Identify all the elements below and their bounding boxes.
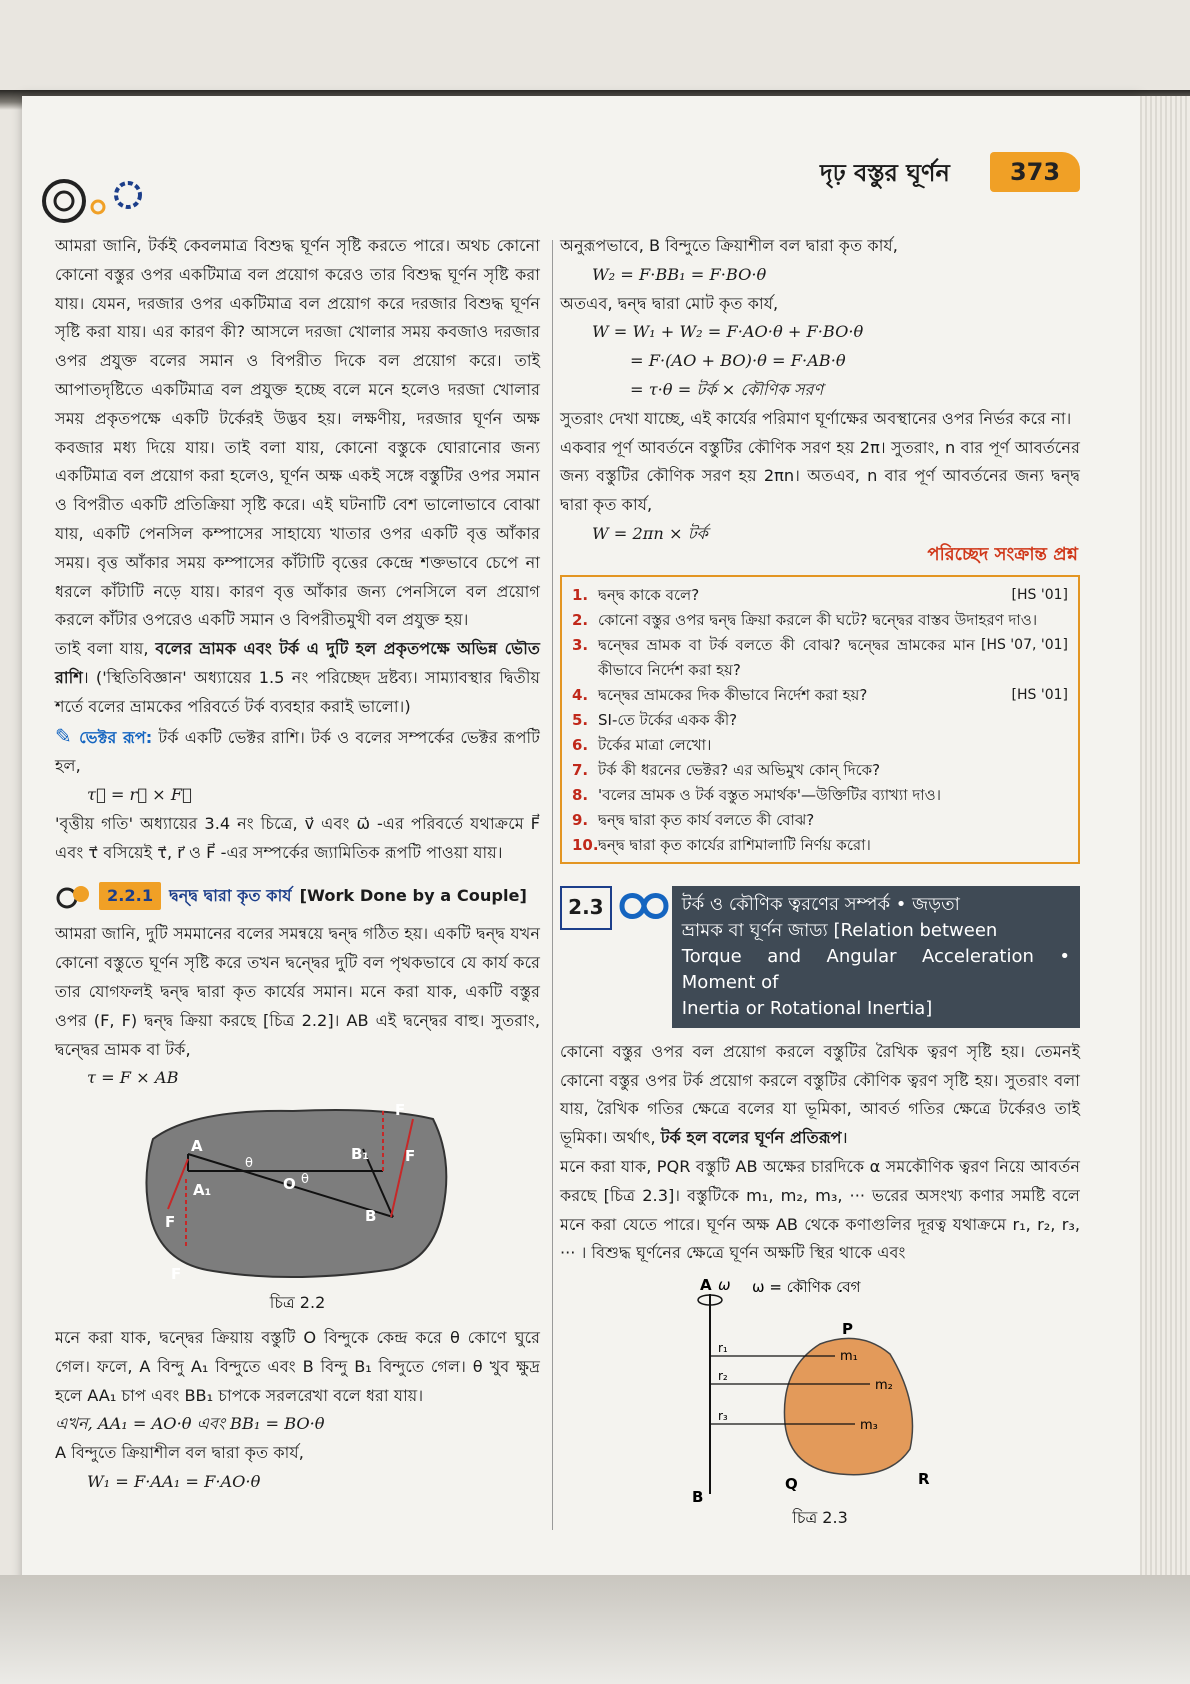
- fig-label-r: R: [918, 1470, 930, 1489]
- paragraph: আমরা জানি, টর্কই কেবলমাত্র বিশুদ্ধ ঘূর্ণন সৃষ্টি করতে পারে। অথচ কোনো কোনো বস্তুর ওপর একটিমাত্র বল প্রয়োগ করেও তার বিশুদ্ধ ঘূর্ণন সৃষ্টি করা যায়। যেমন, দরজার ওপর একটিমাত্র বল প্রয়োগ করে দরজার বিশুদ্ধ ঘূর্ণন সৃষ্টি করা যায়। এর কারণ কী? আসলে দরজা খোলার সময় কবজাও দরজার ওপর প্রযুক্ত বলের সমান ও বিপরীত দিকে বল প্রয়োগ করে। তাই আপাতদৃষ্টিতে একটিমাত্র বল প্রযুক্ত হচ্ছে বলে মনে হলেও দরজা খোলার সময় প্রকৃতপক্ষে একটি টর্কেরই উদ্ভব হয়। লক্ষণীয়, দরজার ঘূর্ণন অক্ষ কবজার মধ্য দিয়ে যায়। তাই বলা যায়, কোনো বস্তুকে ঘোরানোর জন্য একটিমাত্র বল প্রয়োগ করা হলেও, ঘূর্ণন অক্ষ একই সঙ্গে বস্তুটির ওপর সমান ও বিপরীত একটি প্রতিক্রিয়া সৃষ্টি করে। এই ঘটনাটি বেশ ভালোভাবে বোঝা যায়, একটি পেনসিল কম্পাসের সাহায্যে খাতার ওপর একটি বৃত্ত আঁকার সময়। বৃত্ত আঁকার সময় কম্পাসের কাঁটাটি বৃত্তের কেন্দ্রে শক্তভাবে চেপে না ধরলে কাঁটাটি নড়ে যায়। কারণ বৃত্ত আঁকার জন্য পেনসিলে বল প্রয়োগ করলে কাঁটার ওপরেও একটি সমান ও বিপরীতমুখী বল প্রযুক্ত হয়।: [55, 236, 540, 630]
- question-number: 4.: [572, 685, 589, 704]
- paragraph: মনে করা যাক, PQR বস্তুটি AB অক্ষের চারদিকে α সমকৌণিক ত্বরণ নিয়ে আবর্তন করছে [চিত্র 2.3]। বস্তুটিকে m₁, m₂, m₃, ··· ভরের অসংখ্য কণার সমষ্টি বলে মনে করা যেতে পারে। ঘূর্ণন অক্ষ AB থেকে কণাগুলির দূরত্ব যথাক্রমে r₁, r₂, r₃, ··· । বিশুদ্ধ ঘূর্ণনের ক্ষেত্রে ঘূর্ণন অক্ষটি স্থির থাকে এবং: [560, 1156, 1080, 1263]
- question-item: [572, 758, 1068, 783]
- column-divider: [552, 240, 553, 1530]
- brain-gear-icon: [40, 175, 150, 225]
- formula: τ = F × AB: [87, 1068, 179, 1088]
- paragraph: আমরা জানি, দুটি সমমানের বলের সমন্বয়ে দ্বন্দ্ব গঠিত হয়। একটি দ্বন্দ্ব যখন কোনো বস্তুতে ঘূর্ণন সৃষ্টি করে তখন দ্বন্দ্বের দুটি বল পৃথকভাবে যে কার্য করে তার যোগফলই দ্বন্দ্ব দ্বারা কৃত কার্যের সমান। মনে করা যাক, একটি বস্তুর ওপর (F, F) দ্বন্দ্ব ক্রিয়া করছে [চিত্র 2.2]। AB এই দ্বন্দ্বের বাহু। সুতরাং, দ্বন্দ্বের ভ্রামক বা টর্ক,: [55, 924, 540, 1059]
- fig-label-p: P: [842, 1320, 853, 1339]
- fig-label-b: B: [364, 1207, 376, 1226]
- question-number: 2.: [572, 610, 589, 629]
- question-text: 'বলের ভ্রামক ও টর্ক বস্তুত সমার্থক'—উক্তিটির ব্যাখ্যা দাও।: [598, 785, 942, 804]
- paragraph: মনে করা যাক, দ্বন্দ্বের ক্রিয়ায় বস্তুটি O বিন্দুকে কেন্দ্র করে θ কোণে ঘুরে গেল। ফলে, A বিন্দু A₁ বিন্দুতে এবং B বিন্দু B₁ বিন্দুতে গেল। θ খুব ক্ষুদ্র হলে AA₁ চাপ এবং BB₁ চাপকে সরলরেখা বলে ধরা যায়।: [55, 1327, 540, 1405]
- fig-label-m1: m₁: [840, 1349, 858, 1365]
- left-column: [55, 232, 540, 1497]
- chapter-title: দৃঢ় বস্তুর ঘূর্ণন: [820, 159, 950, 187]
- page-edge: [1140, 96, 1190, 1596]
- question-number: 3.: [572, 635, 589, 654]
- question-item: [572, 608, 1068, 633]
- question-item: [572, 683, 1068, 708]
- question-text: দ্বন্দ্ব কাকে বলে?: [598, 585, 700, 604]
- fig-label-f: F: [404, 1147, 415, 1166]
- paragraph: [55, 635, 540, 721]
- text: ।: [841, 1128, 848, 1148]
- fig-label-b: B: [692, 1488, 704, 1505]
- section-title: দ্বন্দ্ব দ্বারা কৃত কার্য: [169, 885, 292, 905]
- questions-heading: পরিচ্ছেদ সংক্রান্ত প্রশ্ন: [927, 543, 1078, 565]
- question-text: SI-তে টর্কের একক কী?: [598, 710, 738, 729]
- questions-list: [572, 583, 1068, 858]
- fig-label-theta: θ: [244, 1156, 253, 1172]
- pencil-icon: ✎: [55, 723, 80, 748]
- question-item: [572, 833, 1068, 858]
- paragraph: A বিন্দুতে ক্রিয়াশীল বল দ্বারা কৃত কার্য,: [55, 1443, 304, 1463]
- fig-label-m2: m₂: [875, 1378, 893, 1394]
- formula: W₂ = F·BB₁ = F·BO·θ: [592, 264, 767, 284]
- fig-label-a1: A₁: [192, 1181, 211, 1200]
- question-tag: [HS '01]: [1011, 586, 1068, 603]
- section-heading: [560, 886, 1080, 1028]
- fig-label-m3: m₃: [860, 1418, 878, 1434]
- fig-label-b1: B₁: [350, 1145, 369, 1164]
- text: টর্ক একটি ভেক্টর রাশি। টর্ক ও বলের সম্পর্কের ভেক্টর রূপটি হল,: [55, 727, 541, 776]
- question-text: দ্বন্দ্ব দ্বারা কৃত কার্য বলতে কী বোঝ?: [598, 810, 815, 829]
- paragraph: [55, 722, 540, 782]
- fig-label-r2: r₂: [718, 1369, 728, 1384]
- figure-caption: চিত্র 2.3: [792, 1508, 848, 1528]
- fig-label-omega: ω: [718, 1276, 731, 1295]
- fig-label-a: A: [190, 1137, 203, 1156]
- question-tag: [HS '01]: [1011, 686, 1068, 703]
- paragraph: 'বৃত্তীয় গতি' অধ্যায়ের 3.4 নং চিত্রে, v⃗ এবং ω⃗ -এর পরিবর্তে যথাক্রমে F⃗ এবং τ⃗ বসিয়েই τ⃗, r⃗ ও F⃗ -এর সম্পর্কের জ্যামিতিক রূপটি পাওয়া যায়।: [55, 813, 540, 862]
- question-tag: [HS '07, '01]: [980, 636, 1068, 653]
- fig-label-q: Q: [785, 1475, 798, 1494]
- vector-form-heading: ভেক্টর রূপ:: [79, 727, 153, 747]
- paragraph: অতএব, দ্বন্দ্ব দ্বারা মোট কৃত কার্য,: [560, 293, 779, 313]
- question-item: [572, 633, 1068, 683]
- fig-label-theta: θ: [300, 1172, 309, 1188]
- question-item: [572, 808, 1068, 833]
- formula: τ⃗ = r⃗ × F⃗: [87, 785, 192, 805]
- question-item: [572, 708, 1068, 733]
- figure-2-2: [133, 1099, 463, 1289]
- bold-text: বলের ভ্রামক এবং টর্ক এ দুটি হল প্রকৃতপক্ষে অভিন্ন ভৌত রাশি: [55, 639, 540, 687]
- question-text: দ্বন্দ্বের ভ্রামক বা টর্ক বলতে কী বোঝ? দ্বন্দ্বের ভ্রামকের মান কীভাবে নির্দেশ করা হয়?: [598, 635, 975, 679]
- fig-label-f: F: [164, 1213, 175, 1232]
- formula: W = W₁ + W₂ = F·AO·θ + F·BO·θ: [592, 322, 864, 342]
- question-number: 7.: [572, 760, 589, 779]
- section-title-en: [Work Done by a Couple]: [299, 885, 527, 905]
- section-title-line: ভ্রামক বা ঘূর্ণন জাড্য [Relation between: [681, 919, 998, 941]
- formula: = F·(AO + BO)·θ = F·AB·θ: [630, 351, 846, 371]
- question-item: [572, 733, 1068, 758]
- paragraph: [560, 1038, 1080, 1153]
- paragraph: একবার পূর্ণ আবর্তনে বস্তুটির কৌণিক সরণ হয় 2π। সুতরাং, n বার পূর্ণ আবর্তনের জন্য বস্তুটির কৌণিক সরণ হয় 2πn। অতএব, n বার পূর্ণ আবর্তনের জন্য দ্বন্দ্ব দ্বারা কৃত কার্য,: [560, 437, 1080, 515]
- questions-box: [560, 543, 1080, 864]
- figure-2-3: [670, 1274, 970, 1504]
- right-column: [560, 232, 1080, 1533]
- section-number: 2.3: [560, 886, 612, 930]
- question-item: [572, 783, 1068, 808]
- question-text: টর্ক কী ধরনের ভেক্টর? এর অভিমুখ কোন্ দিকে?: [598, 760, 881, 779]
- text: কোনো বস্তুর ওপর বল প্রয়োগ করলে বস্তুটির রৈখিক ত্বরণ সৃষ্টি হয়। তেমনই কোনো বস্তুর ওপর টর্ক প্রয়োগ করলে বস্তুটির কৌণিক ত্বরণ সৃষ্টি হয়। সুতরাং বলা যায়, রৈখিক গতির ক্ষেত্রে বলের যা ভূমিকা, আবর্ত গতির ক্ষেত্রে টর্কেরও তাই ভূমিকা। অর্থাৎ,: [560, 1041, 1080, 1148]
- page-number: 373: [990, 152, 1080, 192]
- scan-bottom-edge: [0, 1575, 1190, 1684]
- fig-label-a: A: [700, 1276, 712, 1295]
- fig-label-r1: r₁: [718, 1341, 728, 1356]
- section-title-line: Torque and Angular Acceleration • Moment of: [681, 945, 1070, 993]
- question-number: 10.: [572, 835, 599, 854]
- question-text: দ্বন্দ্বের ভ্রামকের দিক কীভাবে নির্দেশ করা হয়?: [598, 685, 868, 704]
- fig-label-f: F: [170, 1265, 181, 1284]
- section-title-box: [672, 886, 1080, 1028]
- paragraph: অনুরূপভাবে, B বিন্দুতে ক্রিয়াশীল বল দ্বারা কৃত কার্য,: [560, 236, 898, 255]
- figure-caption: চিত্র 2.2: [269, 1293, 326, 1313]
- question-text: কোনো বস্তুর ওপর দ্বন্দ্ব ক্রিয়া করলে কী ঘটে? দ্বন্দ্বের বাস্তব উদাহরণ দাও।: [598, 610, 1038, 629]
- section-title-line: Inertia or Rotational Inertia]: [681, 997, 933, 1019]
- question-text: টর্কের মাত্রা লেখো।: [598, 735, 712, 754]
- question-item: [572, 583, 1068, 608]
- question-number: 5.: [572, 710, 589, 729]
- text: । ('স্থিতিবিজ্ঞান' অধ্যায়ের 1.5 নং পরিচ্ছেদ দ্রষ্টব্য। সাম্যাবস্থার দ্বিতীয় শর্তে বলের ভ্রামকের পরিবর্তে টর্ক ব্যবহার করাই ভালো।): [55, 667, 540, 716]
- infinity-icon: [614, 886, 674, 926]
- text: তাই বলা যায়,: [55, 639, 156, 659]
- gear-brain-icon: [55, 882, 91, 910]
- formula: W = 2πn × টর্ক: [592, 523, 708, 543]
- section-heading: [55, 882, 540, 911]
- question-number: 1.: [572, 585, 589, 604]
- section-number: 2.2.1: [99, 882, 161, 911]
- question-text: দ্বন্দ্ব দ্বারা কৃত কার্যের রাশিমালাটি নির্ণয় করো।: [598, 835, 871, 854]
- fig-label-f: F: [394, 1101, 405, 1120]
- formula: W₁ = F·AA₁ = F·AO·θ: [87, 1471, 261, 1491]
- question-number: 9.: [572, 810, 589, 829]
- paragraph: সুতরাং দেখা যাচ্ছে, এই কার্যের পরিমাণ ঘূর্ণাক্ষের অবস্থানের ওপর নির্ভর করে না।: [560, 408, 1072, 428]
- formula: = τ·θ = টর্ক × কৌণিক সরণ: [630, 379, 824, 399]
- formula: এখন, AA₁ = AO·θ এবং BB₁ = BO·θ: [55, 1414, 325, 1434]
- fig-label-r3: r₃: [718, 1409, 728, 1424]
- section-title-line: টর্ক ও কৌণিক ত্বরণের সম্পর্ক • জড়তা: [681, 893, 960, 915]
- question-number: 6.: [572, 735, 589, 754]
- fig-label-o: O: [282, 1175, 296, 1194]
- fig-label-omega-def: ω = কৌণিক বেগ: [752, 1278, 861, 1297]
- question-number: 8.: [572, 785, 589, 804]
- bold-text: টর্ক হল বলের ঘূর্ণন প্রতিরূপ: [660, 1128, 842, 1148]
